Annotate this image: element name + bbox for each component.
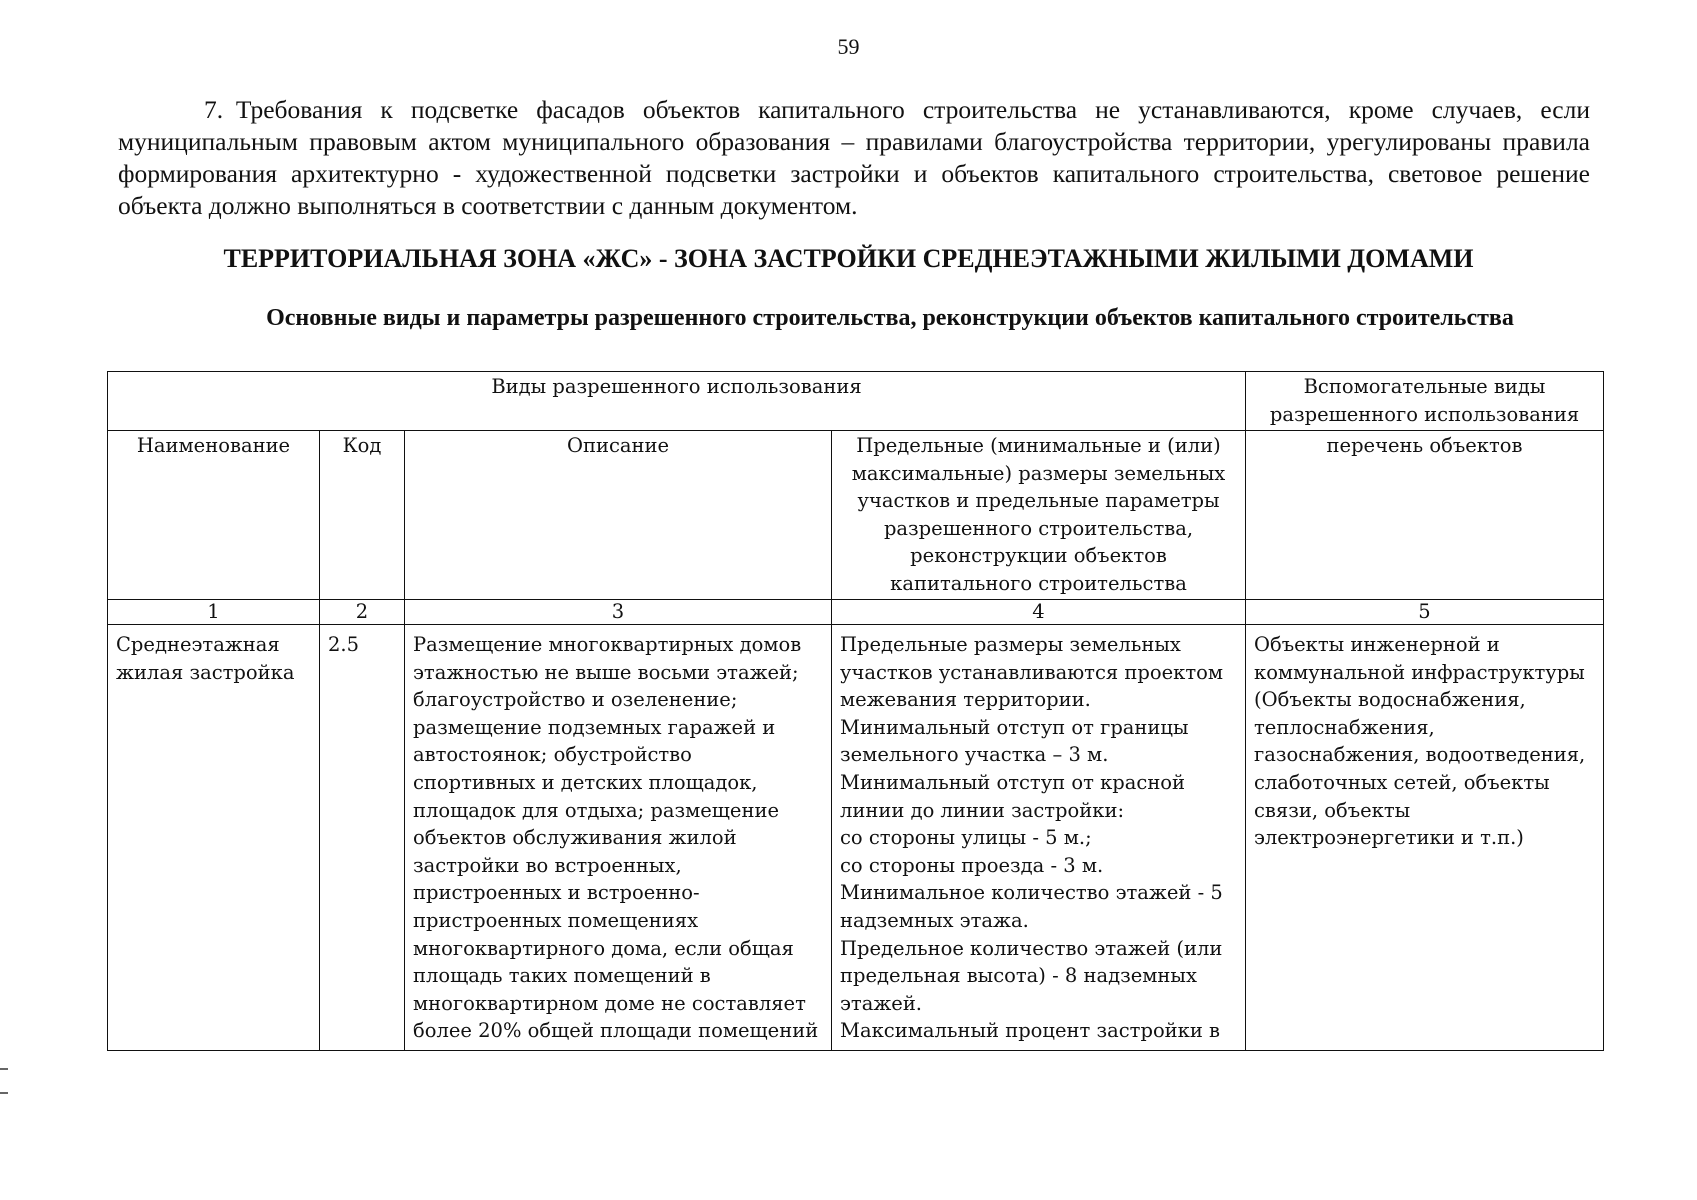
limits-line: земельного участка – 3 м. <box>840 743 1109 767</box>
header-objects: перечень объектов <box>1246 431 1604 600</box>
limits-line: со стороны улицы - 5 м.; <box>840 826 1092 850</box>
objects-line: (Объекты водоснабжения, <box>1254 688 1526 712</box>
col-number: 4 <box>832 600 1246 625</box>
description-line: благоустройство и озеленение; <box>413 688 738 712</box>
limits-line: Предельные размеры земельных <box>840 633 1181 656</box>
column-header-row <box>108 431 1604 600</box>
description-line: многоквартирного дома, если общая <box>413 936 794 960</box>
scan-edge-mark <box>0 1068 8 1094</box>
limits-line: Минимальный отступ от границы <box>840 715 1189 739</box>
limits-line: межевания территории. <box>840 688 1091 712</box>
limits-line: надземных этажа. <box>840 908 1029 932</box>
description-line: размещение подземных гаражей и <box>413 715 776 739</box>
limits-line: предельная высота) - 8 надземных <box>840 964 1197 988</box>
limits-line: со стороны проезда - 3 м. <box>840 853 1104 877</box>
description-line: этажностью не выше восьми этажей; <box>413 660 799 684</box>
objects-line: коммунальной инфраструктуры <box>1254 660 1585 684</box>
objects-line: Объекты инженерной и <box>1254 633 1500 656</box>
limits-line: линии до линии застройки: <box>840 798 1125 822</box>
header-limits-line: участков и предельные параметры <box>857 489 1220 513</box>
description-line: пристроенных помещениях <box>413 908 699 932</box>
header-limits-line: реконструкции объектов <box>910 544 1167 568</box>
header-code: Код <box>320 431 405 600</box>
limits-line: Минимальный отступ от красной <box>840 770 1186 794</box>
header-limits <box>832 431 1246 600</box>
cell-name-line: жилая застройка <box>116 660 295 684</box>
header-limits-line: капитального строительства <box>890 571 1187 595</box>
description-line: площадок для отдыха; размещение <box>413 798 780 822</box>
col-number: 1 <box>108 600 320 625</box>
objects-line: теплоснабжения, <box>1254 715 1435 739</box>
cell-description <box>405 625 832 1051</box>
aux-header-cell <box>1246 372 1604 431</box>
aux-header-line: разрешенного использования <box>1269 402 1580 426</box>
description-line: Размещение многоквартирных домов <box>413 633 802 656</box>
column-number-row <box>108 600 1604 625</box>
limits-line: Предельное количество этажей (или <box>840 936 1223 960</box>
header-limits-line: максимальные) размеры земельных <box>851 461 1226 485</box>
limits-line: Максимальный процент застройки в <box>840 1019 1221 1043</box>
description-line: более 20% общей площади помещений <box>413 1019 819 1043</box>
group-header-cell: Виды разрешенного использования <box>108 372 1246 431</box>
objects-line: связи, объекты <box>1254 798 1411 822</box>
objects-line: газоснабжения, водоотведения, <box>1254 743 1586 767</box>
col-number: 5 <box>1246 600 1604 625</box>
header-limits-line: Предельные (минимальные и (или) <box>856 434 1221 457</box>
group-header-row <box>108 372 1604 431</box>
table-row <box>108 625 1604 1051</box>
header-name: Наименование <box>108 431 320 600</box>
description-line: спортивных и детских площадок, <box>413 770 758 794</box>
aux-header-line: Вспомогательные виды <box>1303 375 1546 398</box>
description-line: автостоянок; обустройство <box>413 743 692 767</box>
cell-code: 2.5 <box>320 625 405 1051</box>
header-description: Описание <box>405 431 832 600</box>
description-line: пристроенных и встроенно- <box>413 881 700 905</box>
zone-title: ТЕРРИТОРИАЛЬНАЯ ЗОНА «ЖС» - ЗОНА ЗАСТРОЙКИ СРЕДНЕЭТАЖНЫМИ ЖИЛЫМИ ДОМАМИ <box>223 244 1474 273</box>
page-number: 59 <box>837 34 860 59</box>
cell-limits <box>832 625 1246 1051</box>
cell-objects <box>1246 625 1604 1051</box>
objects-line: слаботочных сетей, объекты <box>1254 770 1550 794</box>
objects-line: электроэнергетики и т.п.) <box>1254 826 1524 850</box>
description-line: объектов обслуживания жилой <box>413 826 737 850</box>
description-line: площадь таких помещений в <box>413 964 711 988</box>
limits-line: Минимальное количество этажей - 5 <box>840 881 1223 905</box>
description-line: застройки во встроенных, <box>413 853 682 877</box>
zone-table <box>107 371 1604 1051</box>
col-number: 2 <box>320 600 405 625</box>
paragraph-7: 7. Требования к подсветке фасадов объектов капитального строительства не устанавливаются, кроме случаев, если муниципальным правовым актом муниципального образования – правилами благоустройства территории, урегулированы правила формирования архитектурно - художественной подсветки застройки и объектов капитального строительства, световое решение объекта должно выполняться в соответствии с данным документом. <box>118 95 1590 220</box>
cell-name <box>108 625 320 1051</box>
description-line: многоквартирном доме не составляет <box>413 991 806 1015</box>
header-limits-line: разрешенного строительства, <box>883 516 1194 540</box>
limits-line: этажей. <box>840 991 923 1015</box>
section-title: Основные виды и параметры разрешенного строительства, реконструкции объектов капитального строительства <box>266 305 1514 331</box>
cell-name-line: Среднеэтажная <box>116 633 280 656</box>
col-number: 3 <box>405 600 832 625</box>
limits-line: участков устанавливаются проектом <box>840 660 1224 684</box>
